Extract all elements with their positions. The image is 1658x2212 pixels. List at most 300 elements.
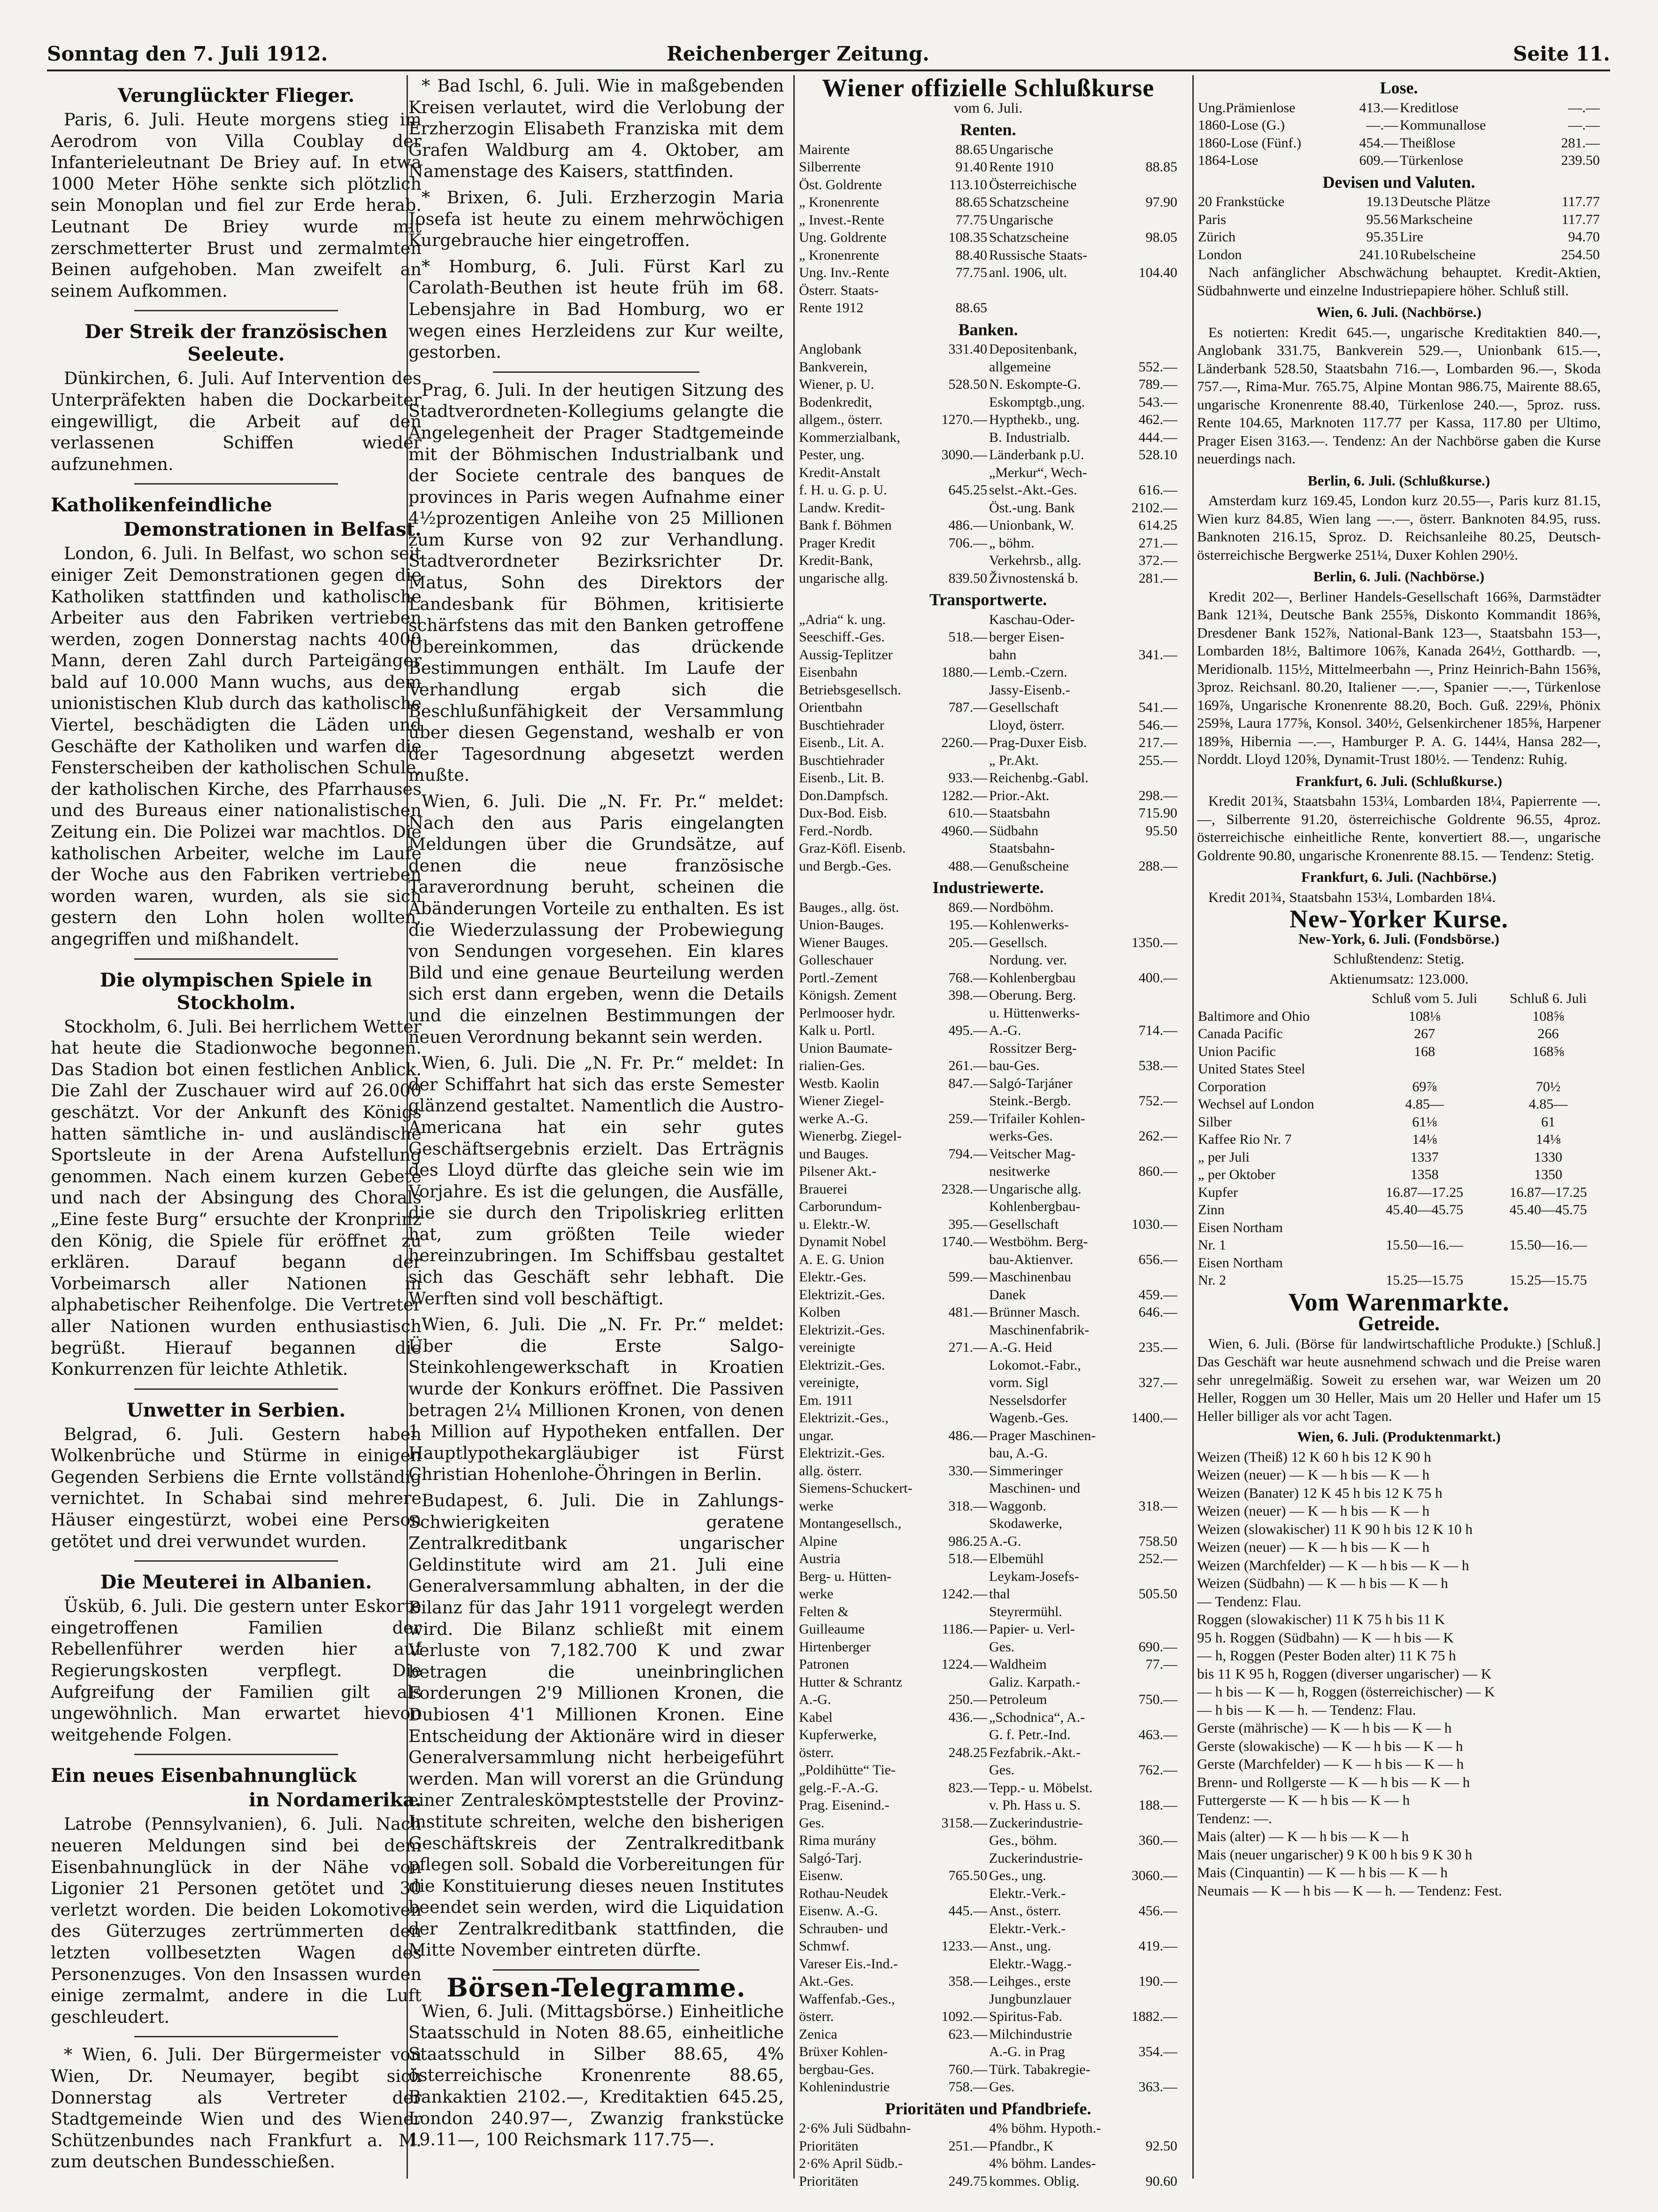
quote-value [1114,1145,1178,1163]
quote-value [1114,2061,1178,2079]
quote-value: 395.— [948,1216,987,1232]
price-line: 95 h. Roggen (Südbahn) — K — h bis — K [1197,1629,1454,1646]
quote-value: 750.— [1138,1692,1177,1707]
quote-value [924,393,988,411]
price-line: Weizen (Marchfelder) — K — h bis — K — h [1197,1557,1469,1573]
quote-value: 4960.— [941,823,987,839]
article-text: Dünkirchen, 6. Juli. Auf Intervention des Unterpräfekten haben die Dockarbeiter eingewilligt, die Arbeit auf den verlassenen Schiffen wieder aufzunehmen. [51,368,422,474]
quote-value: 495.— [948,1023,987,1038]
quote-value [924,1568,988,1586]
quote-value: 92.50 [1145,2138,1177,2154]
table-row [798,1356,1178,1374]
security-name: Ges. [989,1639,1015,1655]
quote-value: 281.— [1561,135,1600,151]
column-news-2 [408,75,784,2188]
security-name: Hutter & Schrantz [799,1674,902,1690]
quote-value [924,1832,988,1850]
table-row [1197,1148,1601,1166]
security-name: Gollesсhauer [799,952,874,968]
security-name: Eisenb., Lit. A. [799,735,884,750]
quote-value: 45.40—45.75 [1386,1202,1464,1218]
quote-value [1114,211,1178,229]
security-name: Simmeringer [989,1463,1063,1479]
quote-value: 768.— [948,970,987,986]
security-name: Papier- u. Verl- [989,1621,1075,1637]
quote-value: 1880.— [941,664,987,680]
security-name: Dux-Bod. Eisb. [799,805,887,821]
article-text: Stockholm, 6. Juli. Bei herrlichem Wetter hat heute die Stadionwoche begonnen. Das Stadion bot einen festlichen Anblick. Die Zahl der Zuschauer wird auf 26.000 geschätzt. Vor der Ankunft des Königs hatten sämtliche in- und ausländische Sportsleute in der Arena Aufstellung genommen. Nach einem kurzen Gebete und nach der Absingung des Chorals „Eine feste Burg“ ersuchte der Kronprinz den König, die Spiele für eröffnet zu erklären. Darauf begann der Vorbeimarsch aller Nationen in alphabetischer Reihenfolge. Die Vertreter aller Nationen wurden enthusiastisch begrüßt. Hierauf begannen die Konkurrenzen für leichte Athletik. [51,1016,422,1380]
security-name: Brauerei [799,1181,848,1197]
table-row [1197,1060,1601,1078]
table-row [798,516,1178,534]
quote-value [924,282,988,300]
security-name: Schrauben- und [799,1920,888,1936]
table-row [798,1409,1178,1427]
price-line: Gerste (mährische) — K — h bis — K — h [1197,1719,1452,1736]
security-name: vereinigte, [799,1375,859,1390]
quote-value: 190.— [1138,1973,1177,1989]
security-name: Anglobank [799,341,862,357]
security-name: Petroleum [989,1692,1047,1707]
quote-table-devisen [1197,193,1601,263]
header-page-number: Seite 11. [1513,42,1610,65]
security-name: 4% böhm. Hypoth.- [989,2120,1101,2136]
security-name: vereinigte [799,1340,855,1355]
security-name: Bodenkredit, [799,394,872,410]
security-name: Gesellsch. [989,934,1048,950]
table-row [798,1392,1178,1410]
security-name: Betriebsgesellsch. [799,682,901,698]
quote-value [924,1040,988,1057]
security-name: „ per Oktober [1198,1167,1275,1182]
security-name: Schmwf. [799,1938,850,1954]
table-row [798,2120,1178,2137]
waren-title: Vom Warenmarkte. [1288,1287,1510,1316]
quote-value: 15.50—16.— [1386,1237,1464,1253]
quote-value: 1282.— [941,787,987,803]
quote-value: 77.75 [955,265,987,280]
table-row [798,570,1178,587]
table-row [798,1480,1178,1497]
quote-value [924,1092,988,1110]
table-row [798,446,1178,464]
table-row [798,916,1178,934]
security-name: Paris [1198,211,1226,227]
quote-table-lose [1197,99,1601,170]
quote-table-prioritaeten [798,2120,1178,2188]
security-name: thal [989,1586,1010,1602]
security-name: Maschinen- und [989,1480,1081,1496]
market-report-text: Es notierten: Kredit 645.—, ungarische Kreditaktien 840.—, Anglobank 331.75, Bankverein 529.—, Unionbank 615.—, Länderbank 528.50, Staatsbahn 716.—, Lombarden 96.—, Skoda 757.—, Rima-Mur. 765.75, Alpine Montan 986.75, Mairente 88.65, ungarische Kronenrente 88.40, Türkenlose 240.—, 5proz. russ. Rente 104.65, Marknoten 117.77 per Kassa, 117.80 per Ultimo, Prager Eisen 3163.—. Tendenz: An der Nachbörse gaben die Kurse neuerdings nach. [1197,324,1601,467]
security-name: Anst., österr. [989,1903,1061,1919]
security-name: Steyrermühl. [989,1603,1062,1619]
quote-value: 255.— [1138,752,1177,768]
article-separator [493,1969,699,1971]
security-name: „ per Juli [1198,1149,1250,1165]
quote-value: 486.— [948,517,987,533]
quote-value: 4.85— [1528,1096,1568,1112]
quote-value: 823.— [948,1780,987,1796]
quote-value [1114,1515,1178,1533]
quote-value [1114,987,1178,1004]
quote-value: 88.65 [955,300,987,316]
security-name: Zuckerindustrie- [989,1815,1083,1831]
security-name: nesitwerke [989,1164,1050,1179]
security-name: Österr. Staats- [799,282,879,298]
quote-value [924,1356,988,1374]
security-name: N. Eskompte-G. [989,377,1081,392]
table-row [1197,1113,1601,1131]
table-row [798,1497,1178,1515]
quote-value [924,681,988,699]
quote-value [1353,1219,1496,1237]
security-name: Austria [799,1551,841,1566]
price-line: Roggen (slowakischer) 11 K 75 h bis 11 K [1197,1611,1445,1627]
price-line: — h bis — K — h. — Tendenz: Flau. [1197,1701,1416,1718]
table-row [798,1268,1178,1286]
market-report-head: Frankfurt, 6. Juli. (Nachbörse.) [1301,869,1497,885]
column-stock-quotes [798,75,1178,2188]
security-name: Guilleaume [799,1621,865,1637]
security-name: Brüxer Kohlen- [799,2044,888,2059]
quote-value: 706.— [948,535,987,551]
security-name: Canada Pacific [1198,1026,1283,1041]
security-name: United States Steel [1198,1061,1305,1077]
security-name: ungarische allg. [799,570,888,586]
table-row [798,681,1178,699]
table-row [798,193,1178,211]
article-title: Die olympischen Spiele in Stockholm. [100,969,373,1014]
table-row [798,2155,1178,2173]
security-name: Ung.Prämienlose [1198,100,1296,116]
quote-value: 341.— [1138,647,1177,663]
security-name: Länderbank p.U. [989,447,1084,462]
quote-value: 354.— [1138,2044,1177,2059]
security-name: Kalk u. Portl. [799,1023,875,1038]
table-row [798,2078,1178,2096]
quote-value: 16.87—17.25 [1509,1184,1587,1200]
table-row [798,247,1178,264]
article-title: Ein neues Eisenbahnunglück [51,1765,357,1787]
quote-value: 794.— [948,1146,987,1162]
security-name: Oberung. Berg. [989,987,1076,1003]
quote-value: 98.05 [1145,230,1177,245]
price-line: Tendenz: —. [1197,1810,1272,1827]
security-name: Buschtiehrader [799,752,884,768]
security-name: Staatsbahn- [989,840,1055,856]
table-row [798,1092,1178,1110]
column-rule [793,75,795,2179]
security-name: Ung. Inv.-Rente [799,265,890,280]
quote-value: 528.10 [1138,447,1177,462]
table-row [1197,228,1601,246]
article-title: Verunglückter Flieger. [117,85,355,107]
quote-value [1114,1603,1178,1621]
table-row [1197,99,1601,117]
security-name: Kommunallose [1399,117,1486,133]
table-row [1197,1008,1601,1025]
table-row [798,211,1178,229]
quote-value: 488.— [948,858,987,874]
table-row [798,1832,1178,1850]
security-name: Wienerbg. Ziegel- [799,1128,902,1144]
security-name: „Adria“ k. ung. [799,611,886,627]
security-name: Rothau-Neudek [799,1885,888,1901]
quote-value: 88.65 [955,194,987,210]
price-line: — Tendenz: Flau. [1197,1593,1301,1610]
security-name: 2·6% Juli Südbahn- [799,2120,911,2136]
quote-value: 839.50 [948,570,987,586]
security-name: Kolben [799,1304,841,1320]
table-row [798,663,1178,681]
security-name: Leykam-Josefs- [989,1568,1079,1584]
column-markets [1197,75,1601,2188]
quote-value [924,1251,988,1269]
quote-value [924,1515,988,1533]
security-name: Südbahn [989,823,1038,839]
security-name: Spiritus-Fab. [989,2009,1062,2024]
quote-value [1114,1004,1178,1022]
quote-value [924,1127,988,1145]
quote-value: 1242.— [941,1586,987,1602]
article-title: Katholikenfeindliche [51,494,272,516]
quote-value: 462.— [1138,412,1177,427]
quote-value: 331.40 [948,341,987,357]
quote-value [1114,2026,1178,2043]
security-name: Kabel [799,1709,833,1725]
security-name: u. Hüttenwerks- [989,1005,1080,1021]
quote-value: 318.— [1138,1498,1177,1514]
quote-value: 318.— [948,1498,987,1514]
table-row [798,1339,1178,1356]
table-row [1197,1201,1601,1219]
security-name: A.-G. [989,1533,1021,1549]
security-name: Danek [989,1287,1026,1303]
quote-value: 758.— [948,2079,987,2095]
article-subtitle: in Nordamerika. [248,1789,422,1811]
ny-sales: Aktienumsatz: 123.000. [1329,970,1469,987]
category-title: Renten. [960,120,1016,139]
security-name: Waffenfab.-Ges., [799,1991,895,2007]
table-row [798,857,1178,875]
table-row [798,1867,1178,1885]
quote-value [924,1286,988,1304]
article-subtitle: Demonstrationen in Belfast. [123,518,422,541]
security-name: Kredit-Anstalt [799,464,881,480]
security-name: Russische Staats- [989,247,1088,263]
quote-value: 645.25 [948,482,987,498]
quote-value: 77.75 [955,212,987,228]
security-name: Ges., ung. [989,1868,1046,1883]
quote-value [1114,1814,1178,1832]
security-name: Eisenw. A.-G. [799,1903,878,1919]
market-report-text: Kredit 201¾, Staatsbahn 153¼, Lombarden 18¼. [1208,888,1496,905]
quote-value [1114,1444,1178,1462]
news-item: * Bad Ischl, 6. Juli. Wie in maßgebenden Kreisen verlautet, wird die Verlobung der Erzherzogin Elisabeth Franziska mit dem Grafen Waldburg am 4. Oktober, am Namenstage des Kaisers, stattfinden. [408,76,784,182]
table-row [798,1850,1178,1867]
quote-value: 1186.— [942,1621,987,1637]
security-name: Akt.-Ges. [799,1973,854,1989]
table-row [1197,1184,1601,1202]
table-row [798,1691,1178,1709]
column-header: Schluß vom 5. Juli [1372,991,1478,1006]
quote-value [1114,840,1178,857]
security-name: und Bauges. [799,1146,869,1162]
security-name: Prioritäten [799,2138,859,2154]
quote-value [924,464,988,482]
quote-value: 108.35 [948,230,987,245]
quote-value [924,752,988,770]
quote-value [924,1004,988,1022]
security-name: Em. 1911 [799,1392,853,1408]
table-row [798,1814,1178,1832]
table-row [798,176,1178,194]
quote-value [1114,1180,1178,1198]
security-name: Unionbank, W. [989,517,1074,533]
price-line: Weizen (slowakischer) 11 K 90 h bis 12 K 10 h [1197,1520,1473,1537]
security-name: Jassy-Eisenb.- [989,682,1070,698]
quote-value: 14⅛ [1412,1132,1437,1147]
table-row [798,2008,1178,2026]
quote-value [924,1444,988,1462]
quote-value: 271.— [948,1340,987,1355]
article-separator [134,310,338,311]
table-row [798,1990,1178,2008]
quote-value: 45.40—45.75 [1509,1202,1587,1218]
security-name: Fezfabrik.-Akt.- [989,1744,1081,1760]
news-item: Wien, 6. Juli. Die „N. Fr. Pr.“ meldet: In der Schiffahrt hat sich das erste Semester glänzend gestaltet. Namentlich die Austro-Americana hat ein sehr gutes Geschäftsergebnis erzielt. Das Erträgnis des Lloyd dürfte das gleiche sein wie im Vorjahre. Es ist die gelungen, die Ausfälle, die sie durch den Tripoliskrieg erlitten hat, zum größten Teile wieder hereinzubringen. Im Schiffsbau gestaltet sich das Geschäft sehr lebhaft. Die Werften sind voll beschäftigt. [408,1053,784,1309]
security-name: Don.Dampfsch. [799,787,888,803]
security-name: Brünner Masch. [989,1304,1080,1320]
table-row [798,1638,1178,1656]
table-row [798,969,1178,987]
security-name: allgemeine [989,359,1051,375]
quote-value: 327.— [1138,1375,1177,1390]
news-item: Prag, 6. Juli. In der heutigen Sitzung des Stadtverordneten-Kollegiums gelangte die Angelegenheit der Prager Stadtgemeinde mit der Böhmischen Industrialbank und der Societe centrale des banques de provinces in Paris wegen Aufnahme einer 4½prozentigen Anleihe von 25 Millionen zum Kurse von 92 zur Verhandlung. Stadtverordneter Bezirksrichter Dr. Matus, Sohn des Direktors der Landesbank für Böhmen, kritisierte schärfstens das mit den Banken getroffene Übereinkommen, das drückende Bestimmungen enthält. Im Laufe der Verhandlung ergab sich die Beschlußunfähigkeit der Versammlung über diesen Gegenstand, weshalb er von der Tagesordnung abgesetzt werden mußte. [408,379,784,786]
security-name: Kohlenbergbau [989,970,1076,986]
table-row [798,1585,1178,1603]
security-name: Wiener Bauges. [799,934,889,950]
table-row [798,1462,1178,1480]
security-name: Kohlenwerks- [989,917,1069,933]
table-row [798,1920,1178,1938]
table-row [798,822,1178,840]
table-row [798,340,1178,358]
ny-head: New-York, 6. Juli. (Fondsbörse.) [1298,930,1499,947]
quote-value [924,611,988,629]
security-name: Maschinenfabrik- [989,1322,1090,1338]
quote-value [924,1198,988,1216]
boersen-title: Börsen-Telegramme. [446,1973,746,2003]
quote-value: 1270.— [941,412,987,427]
category-title: Lose. [1380,78,1418,97]
quote-value [1114,1709,1178,1726]
table-row [1197,1219,1601,1237]
quote-value [924,951,988,969]
boersen-text: Wien, 6. Juli. (Mittagsbörse.) Einheitliche Staatsschuld in Noten 88.65, einheitliche Staatsschuld in Silber 88.65, 4% österreichische Kronenrente 88.65, Bankaktien 2102.—, Kreditaktien 645.25, London 240.97—, Zwanzig frankstücke 19.11—, 100 Reichsmark 117.75—. [408,2001,784,2150]
quote-value: 70½ [1535,1079,1561,1094]
quote-value: 869.— [948,899,987,915]
ny-tendency: Schlußtendenz: Stetig. [1333,950,1465,967]
security-name: bau-Aktienver. [989,1251,1074,1267]
price-line: Futtergerste — K — h bis — K — h [1197,1792,1410,1808]
price-line: — h, Roggen (Pester Boden alter) 11 K 75 h [1197,1647,1456,1664]
security-name: Berg- u. Hütten- [799,1568,891,1584]
security-name: Bauges., allg. öst. [799,899,899,915]
quote-value [1114,1920,1178,1938]
price-line: Weizen (neuer) — K — h bis — K — h [1197,1466,1430,1483]
quote-value [1114,2155,1178,2173]
security-name: Union-Bauges. [799,917,884,933]
quote-value [1114,628,1178,646]
quote-value: 400.— [1138,970,1177,986]
security-name: Elektrizit.-Ges., [799,1410,889,1426]
security-name: 2·6% April Südb.- [799,2156,903,2171]
table-row [798,1744,1178,1762]
security-name: Kommerzialbank, [799,429,900,445]
security-name: allg. österr. [799,1463,862,1479]
quote-value [924,1796,988,1814]
quote-value: 267 [1414,1026,1435,1041]
quote-value: 2260.— [941,735,987,750]
price-line: Weizen (neuer) — K — h bis — K — h [1197,1539,1430,1555]
security-name: Prag. Eisenind.- [799,1797,890,1813]
table-row [798,1216,1178,1233]
quote-value: 94.70 [1568,229,1600,245]
market-report-head: Frankfurt, 6. Juli. (Schlußkurse.) [1295,772,1503,789]
table-row [798,1180,1178,1198]
table-row [1197,1025,1601,1043]
quote-value: 4.85— [1405,1096,1444,1112]
security-name: Corporation [1198,1079,1266,1094]
table-row [798,1163,1178,1180]
table-row [798,1885,1178,1903]
quote-value [1114,1427,1178,1445]
quote-value: 789.— [1138,377,1177,392]
quote-value: 2102.— [1131,500,1177,516]
security-name: Kredit-Bank, [799,553,873,568]
quote-value: 360.— [1138,1833,1177,1848]
quote-value: 543.— [1138,394,1177,410]
quote-value: 188.— [1138,1797,1177,1813]
quote-value [1114,464,1178,482]
quote-table-renten [798,141,1178,317]
price-line: Weizen (Theiß) 12 K 60 h bis 12 K 90 h [1197,1448,1431,1465]
market-report-head: Berlin, 6. Juli. (Schlußkurse.) [1307,472,1490,489]
quote-value: 358.— [948,1973,987,1989]
quote-value: 1233.— [941,1938,987,1954]
quote-value: 77.— [1145,1657,1177,1672]
quote-value: 714.— [1138,1023,1177,1038]
column-rule [1192,75,1194,2179]
table-row [798,1779,1178,1797]
security-name: Öst. Goldrente [799,177,882,193]
article-title: Unwetter in Serbien. [126,1399,346,1421]
quote-value [924,1850,988,1867]
security-name: Verkehrsb., allg. [989,553,1082,568]
table-row [798,1603,1178,1621]
security-name: Westb. Kaolin [799,1075,879,1091]
security-name: Rima murány [799,1833,876,1848]
table-row [798,628,1178,646]
security-name: Österreichische [989,177,1077,193]
security-name: Gesellschaft [989,700,1059,715]
market-report-text: Amsterdam kurz 169.45, London kurz 20.55—, Paris kurz 81.15, Wien kurz 84.85, Wien lang —.—, österr. Banknoten 84.95, russ. Banknoten 216.15, Sproz. D. Reichsanleihe 80.25, Deutsch-österreichische Bergwerke 251¼, Duxer Kohlen 290½. [1197,492,1601,563]
security-name: vorm. Sigl [989,1375,1049,1390]
security-name: Ungarische [989,212,1053,228]
quote-value: 88.40 [955,247,987,263]
security-name: Portl.-Zement [799,970,878,986]
